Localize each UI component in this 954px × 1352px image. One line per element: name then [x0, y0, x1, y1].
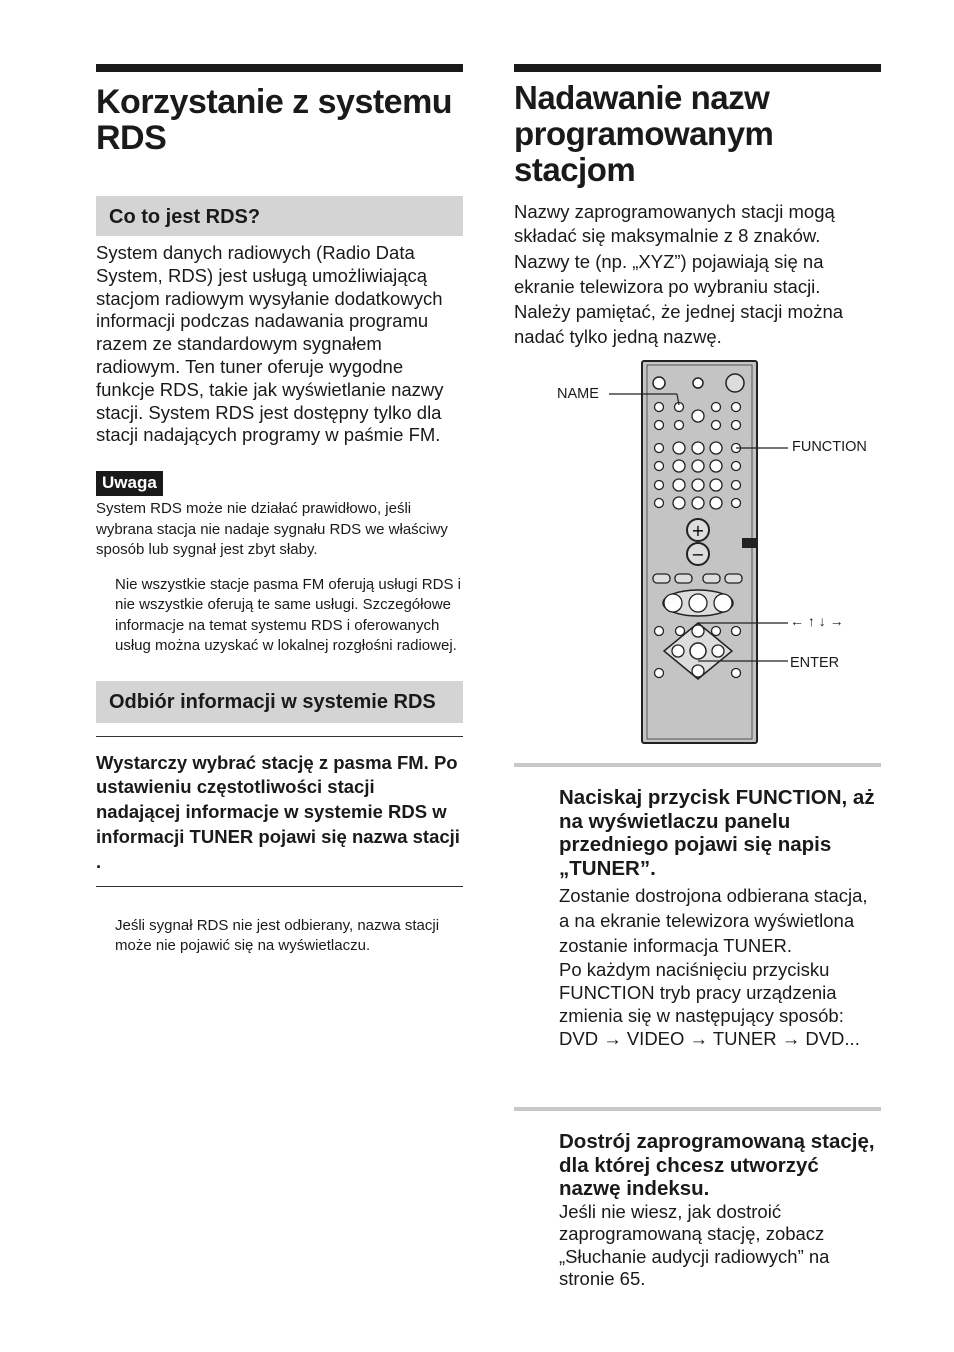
remote-button [673, 479, 685, 491]
remote-button [710, 442, 722, 454]
step-2 [514, 1107, 881, 1291]
remote-button [712, 403, 721, 412]
step-rule [514, 1107, 881, 1111]
callout-arrows: ← ↑ ↓ → [790, 613, 844, 629]
title-rule [514, 64, 881, 72]
note-text-2: Nie wszystkie stacje pasma FM oferują usługi RDS i nie wszystkie oferują te same usługi. Szczegółowe informacje na temat systemu RDS i oferowanych usług można uzyskać w lokalnej rozgłośni radiowej. [115, 575, 461, 655]
remote-button [673, 442, 685, 454]
remote-button [655, 499, 664, 508]
remote-button [655, 481, 664, 490]
divider [96, 736, 463, 737]
remote-button [673, 460, 685, 472]
remote-button [655, 421, 664, 430]
rds-reception-note: Jeśli sygnał RDS nie jest odbierany, nazwa stacji może nie pojawić się na wyświetlaczu. [115, 916, 440, 955]
callout-name: NAME [557, 386, 599, 402]
note-block [96, 471, 463, 496]
left-column [96, 64, 463, 957]
remote-button [732, 403, 741, 412]
svg-text:−: − [691, 545, 705, 564]
remote-button [732, 481, 741, 490]
divider [96, 886, 463, 887]
remote-button [732, 462, 741, 471]
rds-description: System danych radiowych (Radio Data System, RDS) jest usługą umożliwiającą stacjom radiowym wysyłanie dodatkowych informacji podczas nadawania programu razem ze standardowym sygnałem radiowym. Ten tuner oferuje wygodne funkcje RDS, takie jak wyświetlanie nazwy stacji. System RDS jest dostępny tylko dla stacji nadających programy w paśmie FM. [96, 242, 444, 446]
remote-button [732, 421, 741, 430]
step-1-text-2: Po każdym naciśnięciu przycisku FUNCTION tryb pracy urządzenia zmienia się w następujący sposób: [559, 959, 844, 1026]
section-heading-rds-reception: Odbiór informacji w systemie RDS [96, 681, 463, 723]
remote-button [655, 444, 664, 453]
remote-button [692, 442, 704, 454]
note-text: System RDS może nie działać prawidłowo, jeśli wybrana stacja nie nadaje sygnału RDS we właściwy sposób lub sygnał jest zbyt słaby. [96, 500, 448, 559]
remote-button [692, 410, 704, 422]
step-rule [514, 763, 881, 767]
remote-button [692, 497, 704, 509]
remote-button [710, 497, 722, 509]
step-2-heading: Dostrój zaprogramowaną stację, dla której chcesz utworzyć nazwę indeksu. [559, 1130, 875, 1200]
rds-reception-instruction: Wystarczy wybrać stację z pasma FM. Po ustawieniu częstotliwości stacji nadającej informacje w systemie RDS w informacji TUNER pojawi się nazwa stacji . [96, 751, 460, 872]
remote-button [655, 403, 664, 412]
remote-button [675, 421, 684, 430]
step-2-text: Jeśli nie wiesz, jak dostroić zaprogramowaną stację, zobacz „Słuchanie audycji radiowych” na stronie 65. [559, 1200, 830, 1289]
remote-button [710, 479, 722, 491]
callout-enter: ENTER [790, 655, 840, 671]
remote-control-illustration [540, 355, 900, 750]
intro-name-display: Nazwy te (np. „XYZ”) pojawiają się na ekranie telewizora po wybraniu stacji. Należy pamiętać, że jednej stacji można nadać tylko jedną nazwę. [514, 251, 844, 347]
note-label: Uwaga [96, 471, 163, 496]
remote-button [673, 497, 685, 509]
section-heading-what-is-rds: Co to jest RDS? [96, 196, 463, 236]
step-1 [514, 763, 881, 1050]
remote-button [655, 462, 664, 471]
intro-max-chars: Nazwy zaprogramowanych stacji mogą składać się maksymalnie z 8 znaków. [514, 201, 835, 246]
step-1-text: Zostanie dostrojona odbierana stacja, a na ekranie telewizora wyświetlona zostanie informacja TUNER. [559, 885, 868, 956]
callout-function: FUNCTION [792, 439, 867, 455]
page-title-station-names: Nadawanie nazw programowanym stacjom [514, 79, 774, 188]
page-title-rds: Korzystanie z systemu RDS [96, 83, 453, 157]
svg-text:+: + [691, 521, 705, 540]
remote-button [732, 499, 741, 508]
remote-button [692, 479, 704, 491]
title-rule [96, 64, 463, 72]
remote-button [692, 460, 704, 472]
remote-button [712, 421, 721, 430]
remote-button [710, 460, 722, 472]
step-1-heading: Naciskaj przycisk FUNCTION, aż na wyświetlaczu panelu przedniego pojawi się napis „TUNER”. [559, 786, 875, 880]
step-1-sequence: DVD → VIDEO → TUNER → DVD... [559, 1028, 860, 1049]
right-column [514, 64, 881, 349]
